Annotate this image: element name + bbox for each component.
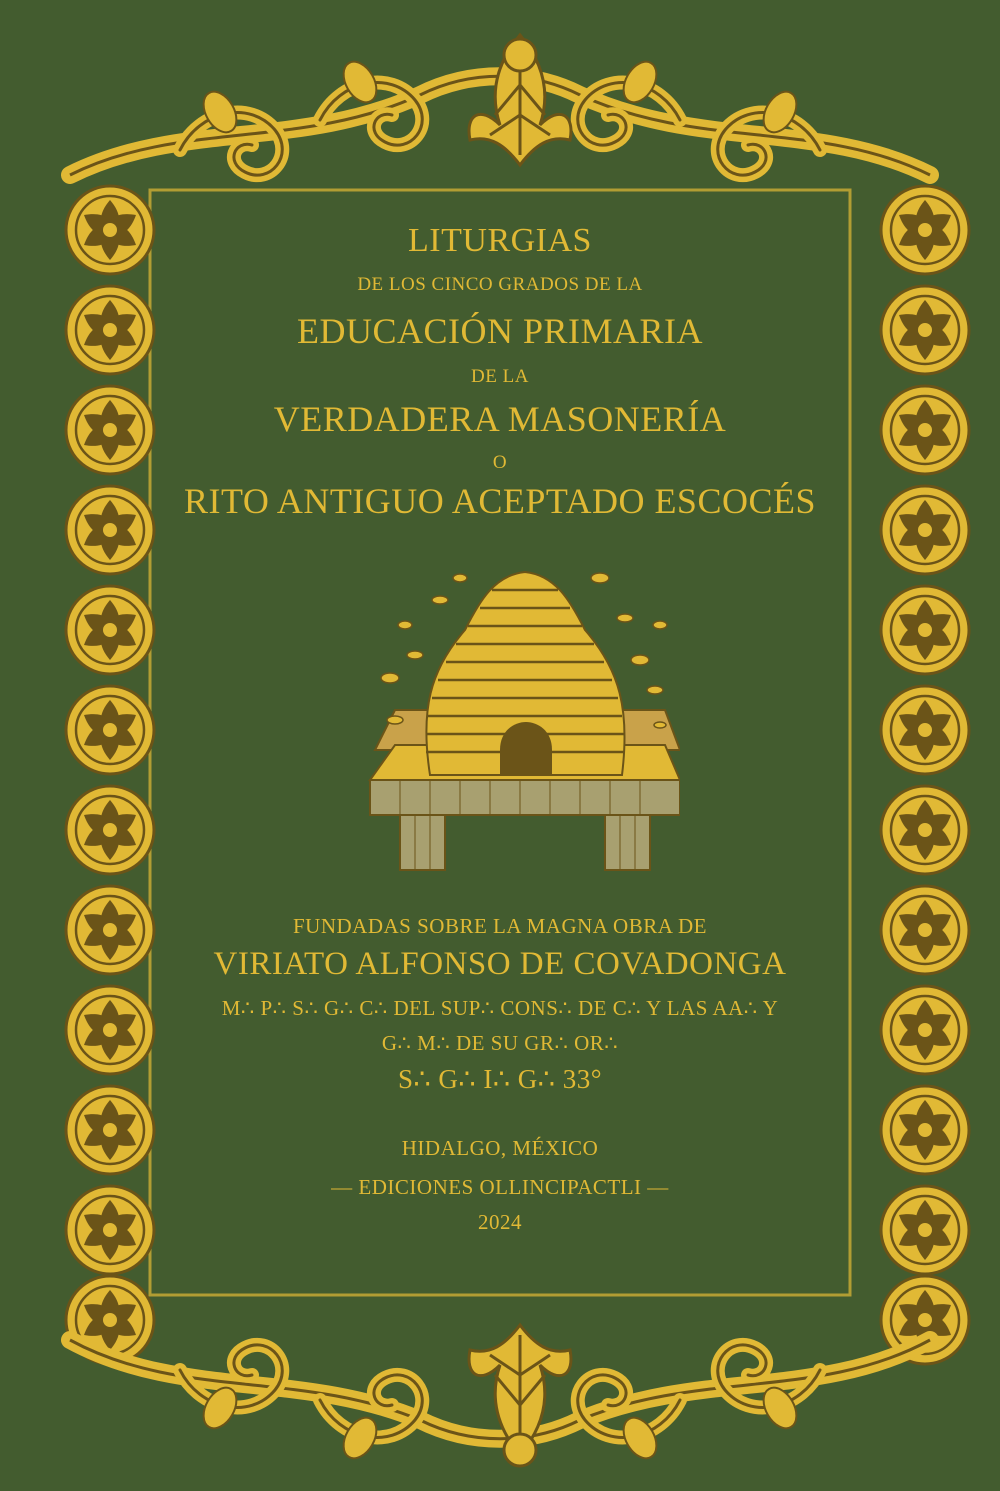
title-educacion-primaria: EDUCACIÓN PRIMARIA — [296, 311, 704, 351]
title-rito-escoces: RITO ANTIGUO ACEPTADO ESCOCÉS — [183, 481, 816, 521]
title-liturgias: LITURGIAS — [408, 222, 592, 259]
author-titles-line2: G∴ M∴ DE SU GR∴ OR∴ — [381, 1031, 619, 1055]
beehive-icon — [360, 560, 680, 875]
author-titles-line1: M∴ P∴ S∴ G∴ C∴ DEL SUP∴ CONS∴ DE C∴ Y LAS AA∴ Y — [221, 996, 779, 1020]
title-subline-grados: DE LOS CINCO GRADOS DE LA — [357, 274, 643, 295]
author-degree: S∴ G∴ I∴ G∴ 33° — [397, 1064, 602, 1094]
top-border — [70, 35, 930, 175]
title-subline-o: O — [492, 452, 508, 473]
title-subline-de-la: DE LA — [471, 366, 529, 387]
based-on-line: FUNDADAS SOBRE LA MAGNA OBRA DE — [293, 914, 707, 938]
title-verdadera-masoneria: VERDADERA MASONERÍA — [273, 399, 727, 439]
author-name: VIRIATO ALFONSO DE COVADONGA — [213, 946, 787, 982]
bottom-border — [70, 1325, 930, 1466]
publisher-name: — EDICIONES OLLINCIPACTLI — — [331, 1175, 669, 1199]
publication-year: 2024 — [478, 1210, 522, 1234]
publication-place: HIDALGO, MÉXICO — [401, 1136, 599, 1160]
